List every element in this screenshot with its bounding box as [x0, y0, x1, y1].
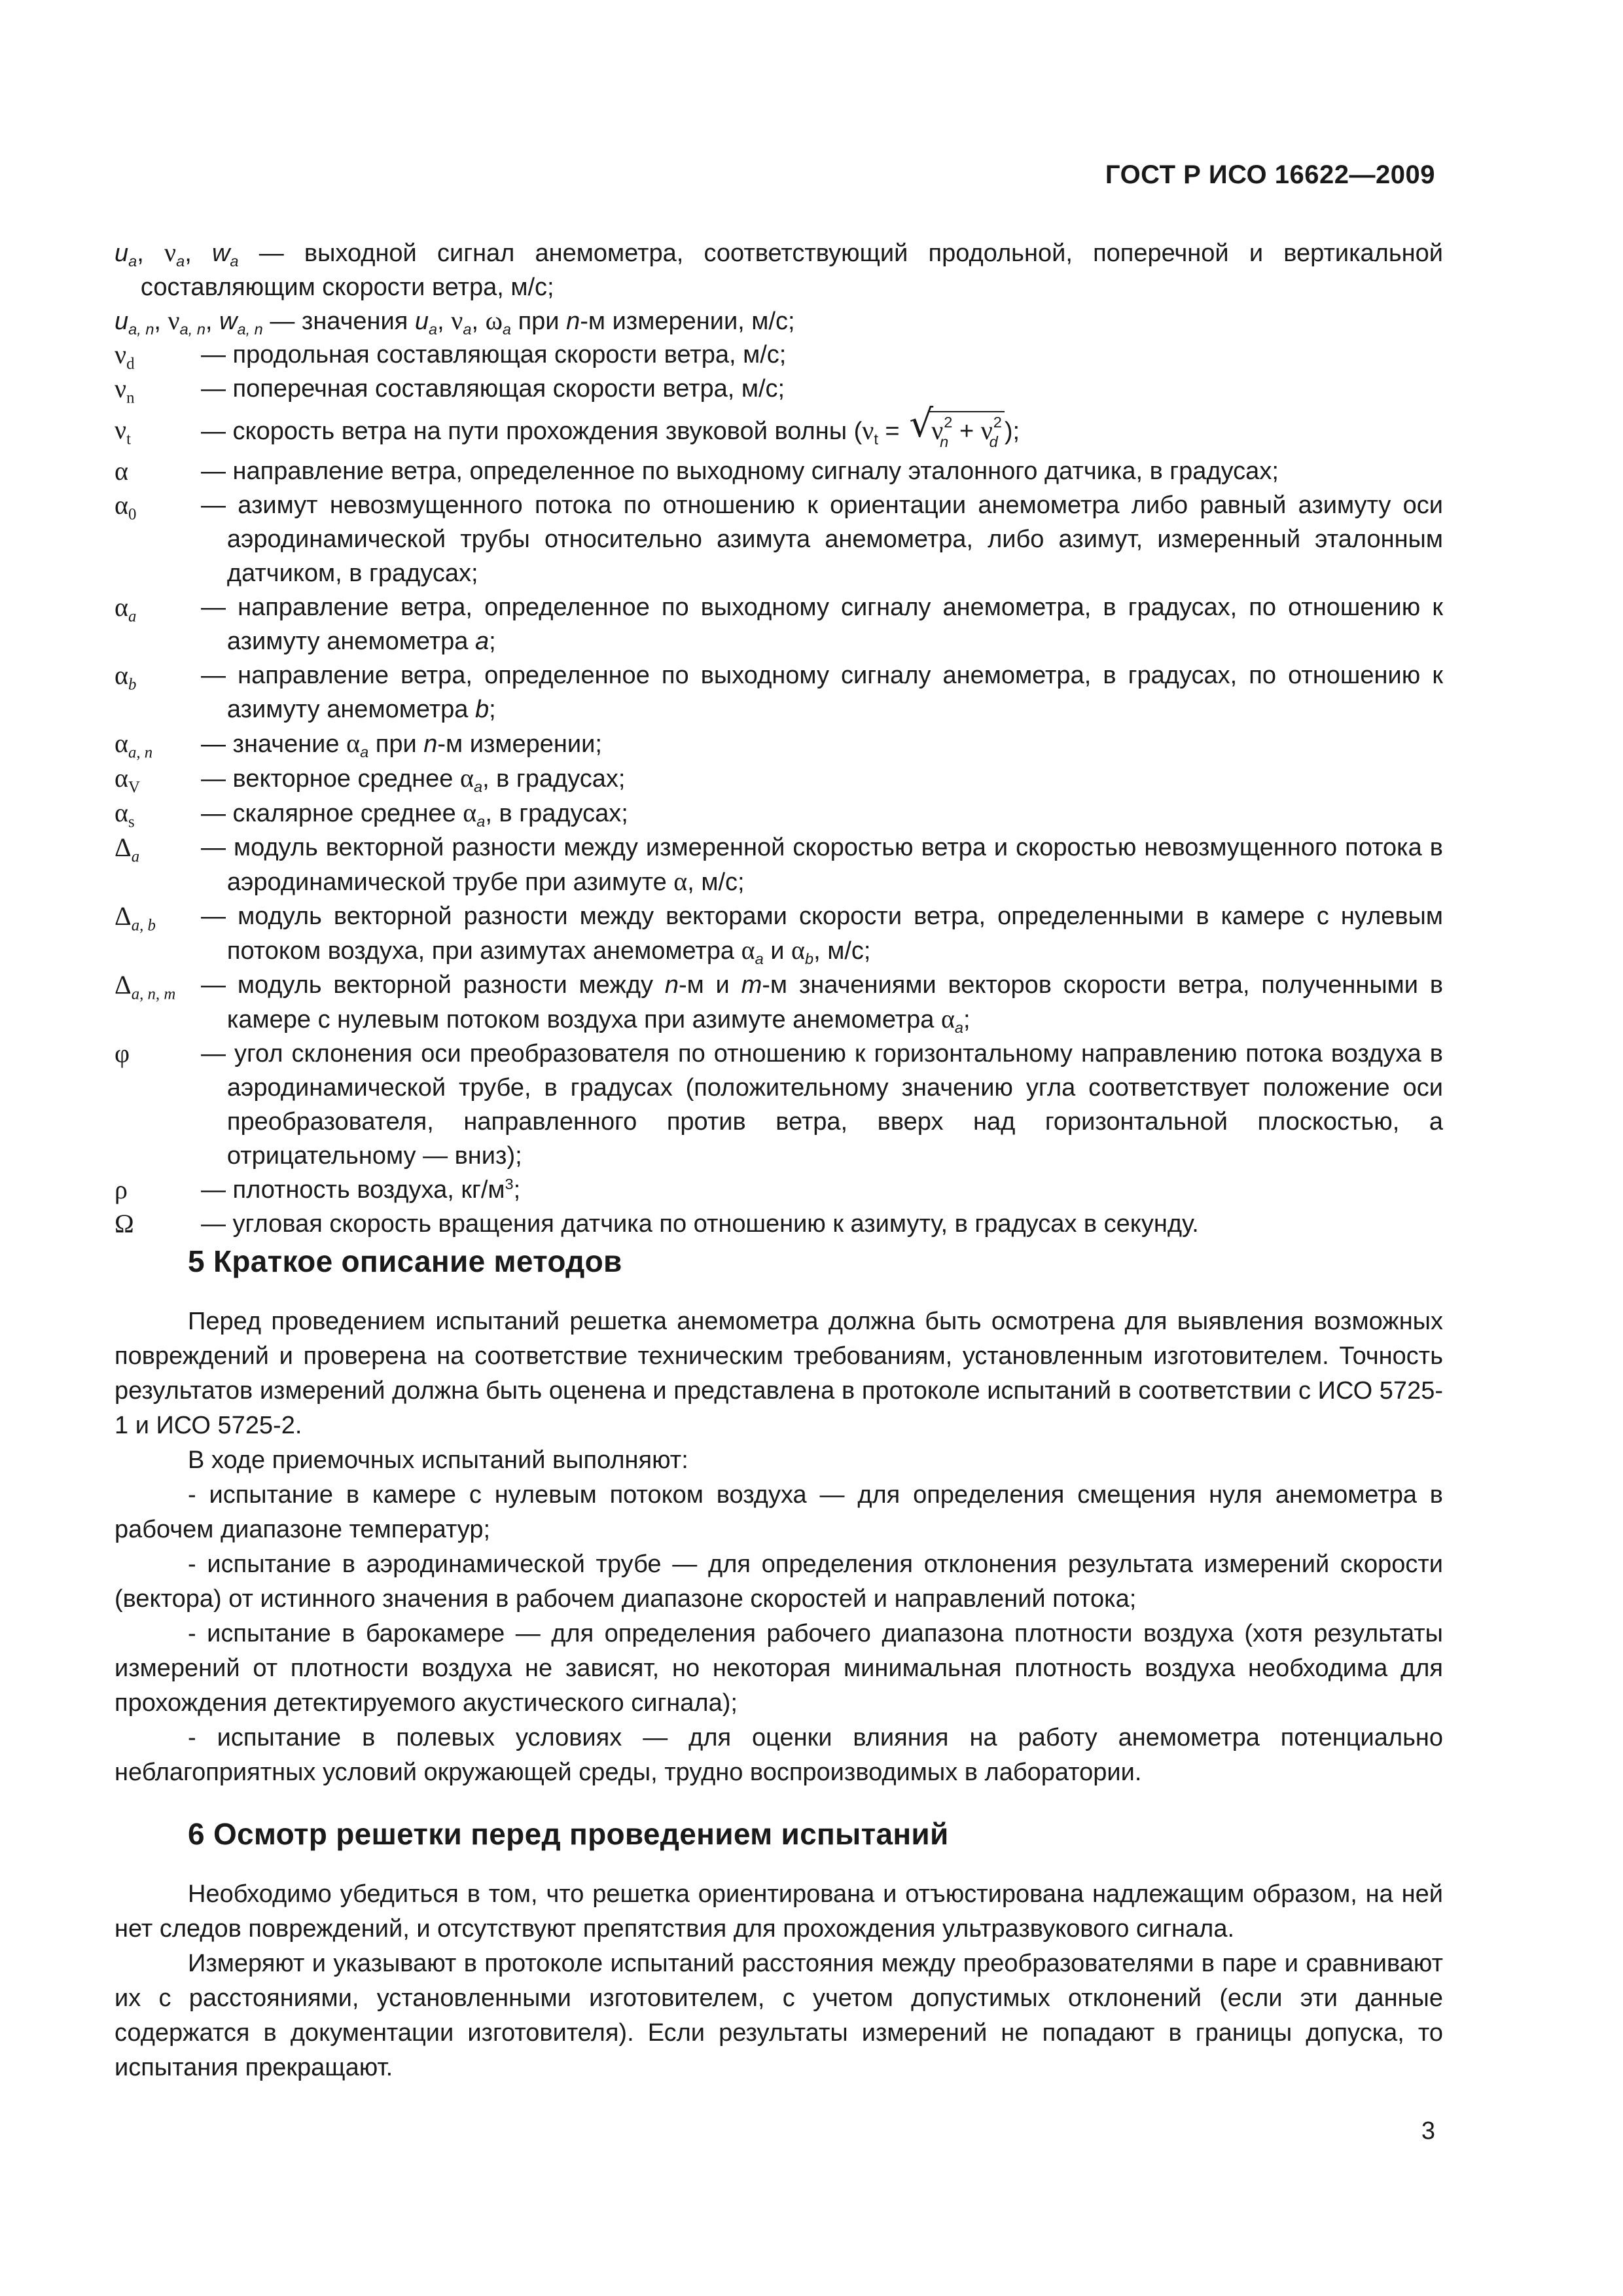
inline-symbol: ω	[485, 306, 503, 335]
symbol-definition: — направление ветра, определенное по выходному сигналу эталонного датчика, в градусах;	[201, 457, 1279, 485]
section-5-title: 5 Краткое описание методов	[188, 1244, 622, 1278]
definition-text: — векторное среднее	[201, 765, 460, 793]
superscript: 3	[505, 1175, 514, 1193]
definition-text: — модуль векторной разности между измеренной скоростью ветра и скоростью невозмущенного потока в аэродинамической трубе при азимуте	[201, 834, 1443, 896]
inline-symbol: α	[346, 728, 361, 758]
symbol-alpha: α	[115, 660, 128, 690]
formula-nu: ν	[931, 415, 944, 445]
symbol-w: w	[219, 308, 238, 335]
subscript: a	[230, 253, 239, 270]
symbol-definition	[201, 1173, 1443, 1207]
subscript: b	[128, 675, 137, 694]
symbol-definition	[201, 726, 1443, 761]
inline-symbol: α	[463, 798, 477, 827]
section-5-paragraph-2: В ходе приемочных испытаний выполняют:	[188, 1446, 688, 1474]
definition-text: — направление ветра, определенное по выходному сигналу анемометра, в градусах, по отношению к азимуту анемометра	[201, 662, 1443, 723]
inline-symbol: u	[414, 308, 429, 335]
definition-text: — плотность воздуха, кг/м	[201, 1176, 505, 1204]
symbol-nu: ν	[115, 374, 127, 403]
symbol-u: u	[115, 240, 129, 267]
symbol-alpha: α	[115, 728, 128, 758]
symbol-delta: Δ	[115, 901, 132, 931]
section-5-paragraph-1: Перед проведением испытаний решетка анемометра должна быть осмотрена для выявления возможных повреждений и проверена на соответствие техническим требованиям, установленным изготовителем. Точность результатов измерений должна быть оценена и представлена в протоколе испытаний в соответствии с ИСО 5725-1 и ИСО 5725-2.	[115, 1308, 1443, 1439]
formula-equals: =	[878, 417, 907, 445]
separator: ,	[437, 308, 452, 335]
definition-text: — направление ветра, определенное по выходному сигналу анемометра, в градусах, по отношению к азимуту анемометра	[201, 594, 1443, 655]
definition-text: , м/с;	[687, 869, 745, 896]
definition-text: -м измерении, м/с;	[580, 308, 795, 335]
symbol-entry-vn	[115, 372, 1443, 406]
symbol-nu: ν	[115, 340, 127, 369]
symbol-entry-u-v-w-n	[115, 304, 1443, 338]
symbol-definition: — выходной сигнал анемометра, соответствующий продольной, поперечной и вертикальной составляющим скорости ветра, м/с;	[140, 240, 1443, 301]
symbol-entry-alpha-a	[115, 590, 1443, 658]
subscript: a, n	[128, 321, 154, 338]
symbol-alpha: α	[115, 490, 128, 520]
symbol-entry-alpha-v	[115, 761, 1443, 796]
subscript: a	[954, 1019, 964, 1037]
symbol-delta: Δ	[115, 833, 132, 862]
definition-text: — скалярное среднее	[201, 800, 463, 827]
inline-symbol: b	[474, 696, 490, 723]
symbol-definition	[201, 831, 1443, 899]
formula-nu: ν	[980, 415, 993, 445]
subscript: d	[989, 433, 998, 451]
definition-text: ;	[963, 1006, 971, 1033]
definition-text: ;	[513, 1176, 521, 1204]
symbol-definition: — поперечная составляющая скорости ветра, м/с;	[201, 375, 785, 403]
symbol-definition: — азимут невозмущенного потока по отношению к ориентации анемометра либо равный азимуту оси аэродинамической трубы относительно азимута анемометра, либо азимут, измеренный эталонным датчиком, в градусах;	[201, 492, 1443, 587]
subscript: d	[126, 355, 135, 373]
subscript: b	[805, 950, 814, 968]
section-6-paragraph-1: Необходимо убедиться в том, что решетка ориентирована и отъюстирована надлежащим образом, на ней нет следов повреждений, и отсутствуют препятствия для прохождения ультразвукового сигнала.	[115, 1880, 1443, 1943]
inline-symbol: n	[664, 971, 679, 999]
symbol-alpha: α	[115, 798, 128, 827]
formula-plus: +	[952, 417, 981, 445]
subscript: a	[131, 848, 140, 866]
subscript: s	[128, 813, 135, 831]
symbol-omega: Ω	[115, 1209, 134, 1238]
separator: ,	[205, 308, 220, 335]
subscript: a	[360, 744, 369, 761]
section-5-list-item-3: - испытание в барокамере — для определения рабочего диапазона плотности воздуха (хотя результаты измерений от плотности воздуха не зависят, но некоторая минимальная плотность воздуха необходима для прохождения детектируемого акустического сигнала);	[115, 1620, 1443, 1717]
inline-symbol: α	[791, 935, 805, 965]
symbol-entry-phi	[115, 1037, 1443, 1173]
definition-text: при	[368, 730, 424, 758]
inline-symbol: ν	[451, 306, 463, 335]
section-6-paragraph-2: Измеряют и указывают в протоколе испытаний расстояния между преобразователями в паре и сравнивают их с расстояниями, установленными изготовителем, с учетом допустимых отклонений (если эти данные содержатся в документации изготовителя). Если результаты измерений не попадают в границы допуска, то испытания прекращают.	[115, 1950, 1443, 2081]
definition-text: , в градусах;	[485, 800, 628, 827]
separator: ,	[471, 308, 486, 335]
definition-text: — модуль векторной разности между векторами скорости ветра, определенными в камере с нулевым потоком воздуха, при азимутах анемометра	[201, 903, 1443, 965]
subscript: a	[476, 813, 486, 831]
symbol-phi: φ	[115, 1039, 130, 1068]
section-6-title: 6 Осмотр решетки перед проведением испытаний	[188, 1817, 949, 1851]
definition-text: );	[1004, 417, 1020, 445]
definition-text: -м измерении;	[437, 730, 602, 758]
symbol-definition: — значения	[262, 308, 415, 335]
definition-text: — скорость ветра на пути прохождения звуковой волны (	[201, 417, 863, 445]
subscript: 0	[128, 505, 137, 524]
subscript: n	[940, 433, 949, 451]
symbol-entry-omega	[115, 1207, 1443, 1241]
subscript: a	[128, 607, 137, 626]
section-5-list-item-4: - испытание в полевых условиях — для оценки влияния на работу анемометра потенциально неблагоприятных условий окружающей среды, трудно воспроизводимых в лаборатории.	[115, 1724, 1443, 1786]
inline-symbol: n	[423, 730, 438, 758]
subscript: a, n	[128, 744, 153, 762]
symbol-definition: — угловая скорость вращения датчика по отношению к азимуту, в градусах в секунду.	[201, 1210, 1199, 1238]
symbol-alpha: α	[115, 592, 128, 622]
symbol-entry-alpha-a-n	[115, 726, 1443, 761]
subscript: a	[128, 253, 137, 270]
symbol-alpha: α	[115, 763, 128, 793]
symbol-nu: ν	[168, 306, 180, 335]
symbol-entry-u-v-w	[115, 236, 1443, 304]
section-5-list-item-1: - испытание в камере с нулевым потоком воздуха — для определения смещения нуля анемометра в рабочем диапазоне температур;	[115, 1481, 1443, 1543]
symbol-alpha: α	[115, 456, 128, 486]
separator: ,	[154, 308, 168, 335]
radicand	[929, 411, 1005, 451]
subscript: t	[126, 430, 131, 448]
definition-text: при	[511, 308, 567, 335]
subscript: a	[473, 778, 483, 796]
inline-symbol: n	[566, 308, 580, 335]
subscript: V	[128, 778, 140, 797]
definition-text: -м значениями векторов скорости ветра, полученными в камере с нулевым потоком воздуха при азимуте анемометра	[226, 971, 1444, 1033]
symbol-definition	[201, 658, 1443, 726]
symbol-definition: — угол склонения оси преобразователя по отношению к горизонтальному направлению потока воздуха в аэродинамической трубе, в градусах (положительному значению угла соответствует положение оси преобразователя, направленного против ветра, вверх над горизонтальной плоскостью, а отрицательному — вниз);	[201, 1040, 1443, 1170]
symbol-definition	[201, 761, 1443, 796]
symbol-entry-alpha0	[115, 488, 1443, 590]
definition-text: ;	[489, 696, 496, 723]
symbol-definition	[201, 899, 1443, 968]
symbols-list	[115, 236, 1443, 1241]
subscript: a	[176, 253, 185, 270]
symbol-definition: — продольная составляющая скорости ветра, м/с;	[201, 341, 787, 368]
separator: ,	[137, 240, 164, 267]
definition-text: -м и	[678, 971, 741, 999]
subscript: a	[755, 950, 764, 968]
inline-symbol: m	[741, 971, 762, 999]
symbol-entry-alpha-b	[115, 658, 1443, 726]
symbol-w: w	[211, 240, 230, 267]
subscript: a, n	[179, 321, 205, 338]
inline-symbol: α	[459, 763, 474, 793]
symbol-entry-delta-a-n-m	[115, 968, 1443, 1037]
document-code-header: ГОСТ Р ИСО 16622—2009	[1105, 160, 1435, 189]
definition-text: , в градусах;	[482, 765, 626, 793]
square-root-formula	[909, 401, 1005, 451]
subscript: a, n, m	[131, 985, 176, 1003]
subscript: n	[126, 389, 135, 407]
symbol-nu: ν	[115, 415, 127, 444]
definition-text: ;	[489, 628, 496, 655]
subscript: a, n	[237, 321, 263, 338]
symbol-rho: ρ	[115, 1175, 128, 1204]
symbol-definition	[201, 968, 1443, 1037]
inline-symbol: a	[474, 628, 490, 655]
inline-symbol: α	[741, 935, 755, 965]
inline-symbol: α	[940, 1004, 955, 1033]
symbol-definition	[201, 401, 1443, 451]
subscript: a	[463, 321, 472, 338]
definition-text: — значение	[201, 730, 347, 758]
symbol-nu: ν	[164, 238, 177, 267]
symbol-delta: Δ	[115, 970, 132, 999]
inline-symbol: α	[673, 867, 688, 896]
definition-text: и	[763, 937, 792, 965]
symbol-entry-alpha-s	[115, 796, 1443, 831]
symbol-definition	[201, 590, 1443, 658]
page-number: 3	[1421, 2117, 1435, 2145]
symbol-entry-vd	[115, 338, 1443, 372]
subscript: a, b	[131, 916, 156, 935]
subscript: a	[502, 321, 512, 338]
subscript: a	[429, 321, 438, 338]
section-5-list-item-2: - испытание в аэродинамической трубе — для определения отклонения результата измерений скорости (вектора) от истинного значения в рабочем диапазоне скоростей и направлений потока;	[115, 1551, 1443, 1613]
radical-sign-icon: √	[909, 401, 934, 446]
symbol-entry-vt	[115, 401, 1443, 454]
symbol-entry-delta-a	[115, 831, 1443, 899]
definition-text: , м/с;	[813, 937, 871, 965]
symbol-entry-delta-a-b	[115, 899, 1443, 968]
exponent: 2	[993, 413, 1002, 431]
symbol-entry-rho	[115, 1173, 1443, 1207]
exponent: 2	[944, 413, 953, 431]
symbol-entry-alpha	[115, 454, 1443, 488]
symbol-u: u	[115, 308, 129, 335]
symbol-definition	[201, 796, 1443, 831]
separator: ,	[185, 240, 212, 267]
formula-nu: ν	[862, 415, 874, 445]
definition-text: — модуль векторной разности между	[201, 971, 665, 999]
subscript: t	[874, 430, 878, 448]
